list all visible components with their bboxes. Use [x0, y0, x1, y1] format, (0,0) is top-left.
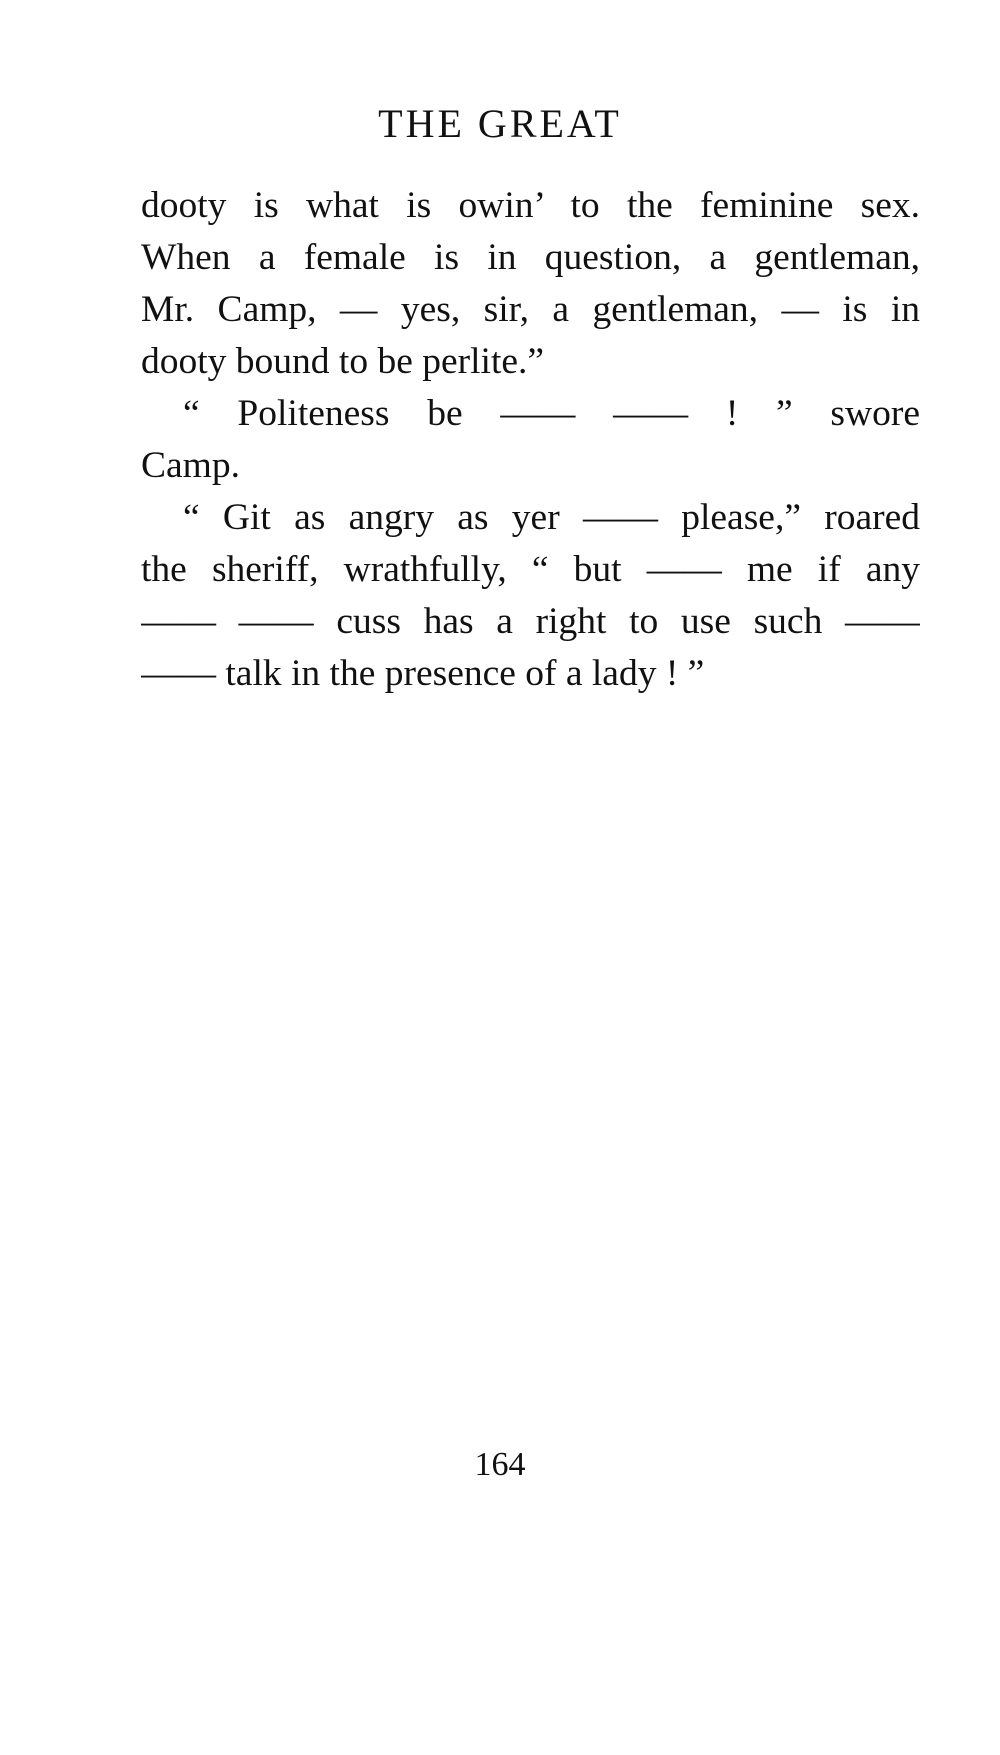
text-line: the sheriff, wrathfully, “ but —— me if any	[141, 549, 920, 590]
text-line: “ Git as angry as yer —— please,” roared	[183, 497, 920, 538]
body-text	[141, 180, 920, 700]
text-line: dooty is what is owin’ to the feminine sex.	[141, 185, 920, 226]
page-number: 164	[474, 1446, 526, 1483]
text-line: Camp.	[141, 445, 240, 486]
text-line: —— talk in the presence of a lady ! ”	[141, 653, 705, 694]
text-line: —— —— cuss has a right to use such ——	[141, 601, 920, 642]
text-line: When a female is in question, a gentleman,	[141, 237, 920, 278]
running-head: THE GREAT	[378, 101, 622, 146]
text-line: dooty bound to be perlite.”	[141, 341, 545, 382]
text-line: “ Politeness be —— —— ! ” swore	[183, 393, 920, 434]
text-line: Mr. Camp, — yes, sir, a gentleman, — is in	[141, 289, 920, 330]
